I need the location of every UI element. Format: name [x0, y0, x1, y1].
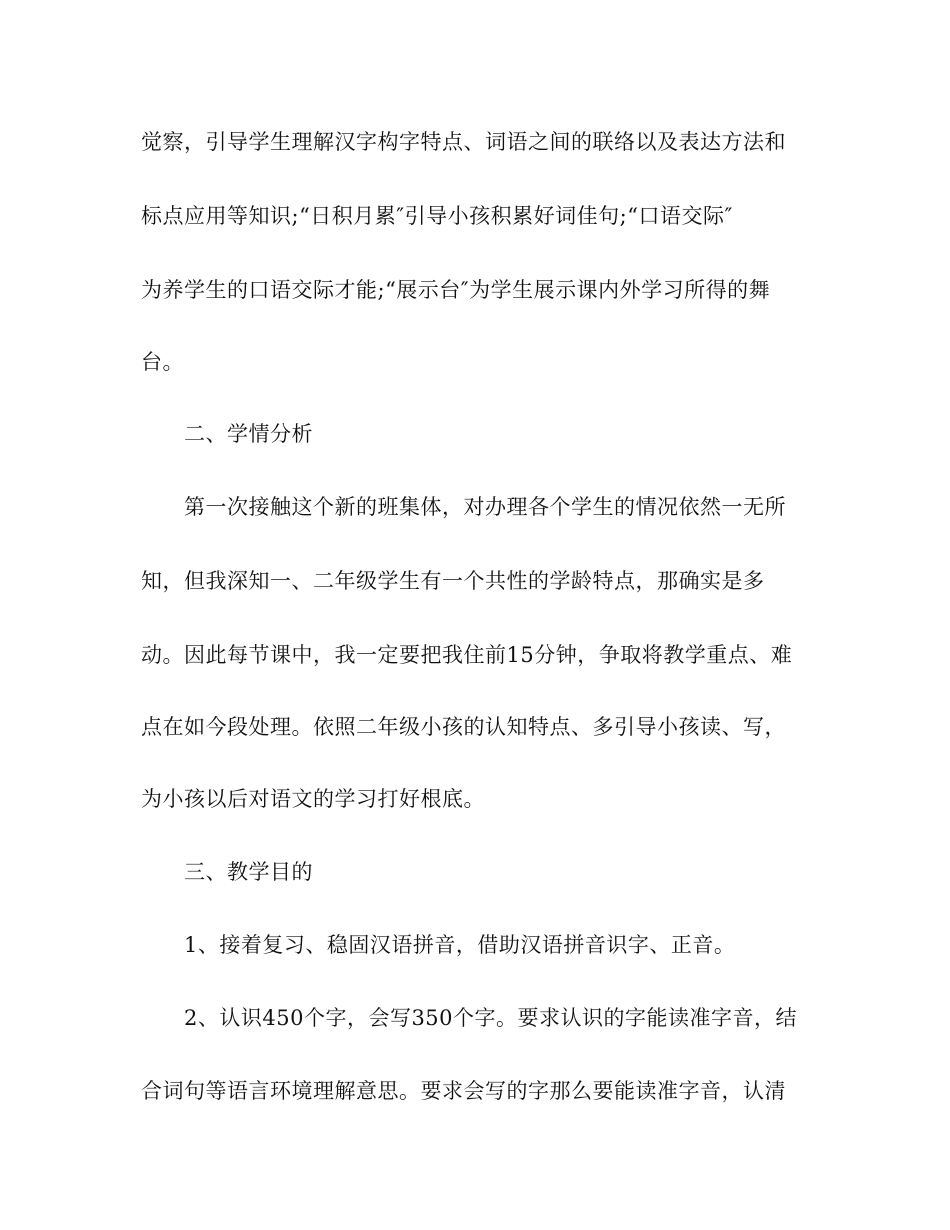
paragraph-line: 标点应用等知识;“日积月累″引导小孩积累好词佳句;“口语交际″: [141, 204, 733, 228]
paragraph-line: 台。: [141, 350, 184, 374]
paragraph-line: 为养学生的口语交际才能;“展示台″为学生展示课内外学习所得的舞: [141, 278, 771, 302]
section-heading: 二、学情分析: [184, 422, 313, 446]
paragraph-line: 动。因此每节课中，我一定要把我住前15分钟，争取将教学重点、难: [141, 643, 793, 667]
paragraph-line: 觉察，引导学生理解汉字构字特点、词语之间的联络以及表达方法和: [141, 130, 786, 154]
list-item: 1、接着复习、稳固汉语拼音，借助汉语拼音识字、正音。: [184, 933, 736, 957]
paragraph-line: 合词句等语言环境理解意思。要求会写的字那么要能读准字音，认清: [141, 1079, 786, 1103]
list-item: 2、认识450个字，会写350个字。要求认识的字能读准字音，结: [184, 1006, 798, 1030]
section-heading: 三、教学目的: [184, 860, 313, 884]
paragraph-line: 为小孩以后对语文的学习打好根底。: [141, 787, 485, 811]
paragraph-line: 第一次接触这个新的班集体，对办理各个学生的情况依然一无所: [184, 495, 786, 519]
paragraph-line: 知，但我深知一、二年级学生有一个共性的学龄特点，那确实是多: [141, 569, 765, 593]
paragraph-line: 点在如今段处理。依照二年级小孩的认知特点、多引导小孩读、写，: [141, 715, 786, 739]
